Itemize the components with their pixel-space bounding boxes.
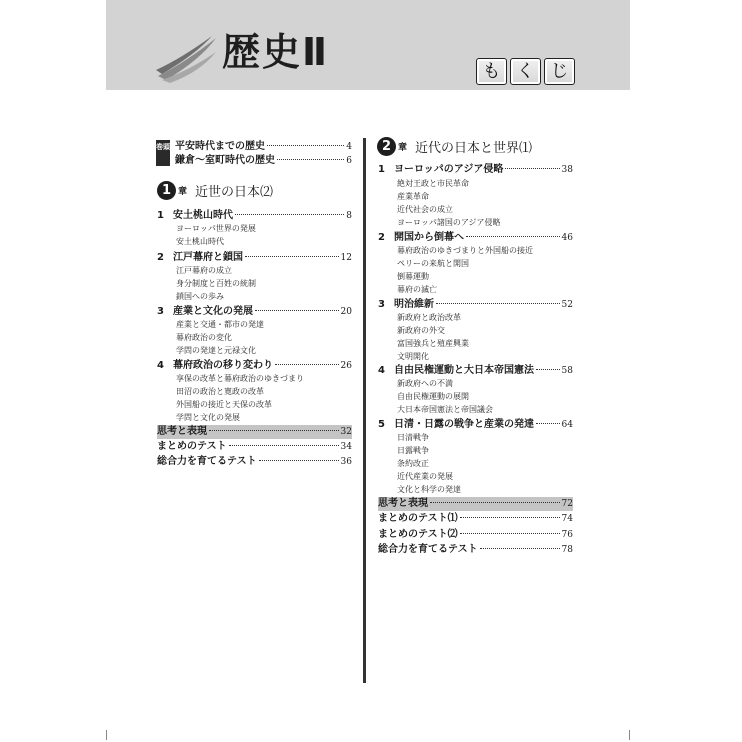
page-title: 歴史Ⅱ [222, 30, 330, 74]
subtopic: 新政府と政治改革 [397, 313, 461, 322]
subtopic: 条約改正 [397, 459, 429, 468]
toc-entry[interactable] [157, 209, 352, 223]
subtopic: 大日本帝国憲法と帝国議会 [397, 405, 493, 414]
toc-page: 12 [340, 253, 352, 263]
toc-title: 江戸幕府と鎖国 [173, 252, 243, 263]
section-number: 3 [378, 299, 385, 310]
dot-leader [505, 168, 559, 169]
toc-page: 74 [561, 514, 573, 524]
toc-entry[interactable] [378, 163, 573, 177]
toc-entry[interactable] [175, 140, 352, 154]
toc-page: 76 [561, 530, 573, 540]
subtopic: 学問の発達と元禄文化 [176, 346, 256, 355]
subtopic: 幕府の滅亡 [397, 285, 437, 294]
section-number: 1 [378, 164, 385, 175]
section-number: 4 [378, 365, 385, 376]
toc-entry[interactable] [157, 251, 352, 265]
toc-title: 総合力を育てるテスト [157, 456, 257, 467]
subtopic: 絶対王政と市民革命 [397, 179, 469, 188]
toc-entry[interactable] [378, 512, 573, 526]
toc-page: 36 [340, 457, 352, 467]
dot-leader [259, 460, 339, 461]
toc-title: 安土桃山時代 [173, 210, 233, 221]
contents-char: じ [544, 58, 575, 85]
toc-title: まとめのテスト⑴ [378, 513, 458, 524]
chapter-number: 1 [157, 181, 176, 200]
toc-entry[interactable] [378, 528, 573, 542]
chapter-heading [157, 181, 273, 200]
toc-entry[interactable] [378, 543, 573, 557]
section-number: 3 [157, 306, 164, 317]
toc-entry[interactable] [175, 154, 352, 168]
subtopic: ヨーロッパ諸国のアジア侵略 [397, 218, 501, 227]
dot-leader [536, 369, 560, 370]
toc-title: 鎌倉～室町時代の歴史 [175, 155, 275, 166]
dot-leader [209, 430, 339, 431]
toc-entry[interactable] [157, 440, 352, 454]
toc-entry[interactable] [378, 364, 573, 378]
dot-leader [466, 236, 560, 237]
subtopic: 身分制度と百姓の統制 [176, 279, 256, 288]
subtopic: 鎖国への歩み [176, 292, 224, 301]
toc-entry[interactable] [157, 305, 352, 319]
toc-title: 明治維新 [394, 299, 434, 310]
toc-entry-highlighted[interactable] [157, 425, 352, 439]
subtopic: 富国強兵と殖産興業 [397, 339, 469, 348]
toc-page: 4 [346, 142, 352, 152]
toc-title: 幕府政治の移り変わり [173, 360, 273, 371]
toc-page: 72 [561, 499, 573, 509]
toc-title: 自由民権運動と大日本帝国憲法 [394, 365, 534, 376]
chapter-heading [377, 137, 532, 156]
toc-title: 平安時代までの歴史 [175, 141, 265, 152]
subtopic: 学問と文化の発展 [176, 413, 240, 422]
column-divider [363, 138, 366, 683]
crop-mark [106, 730, 107, 740]
toc-entry[interactable] [378, 231, 573, 245]
toc-title: 開国から倒幕へ [394, 232, 464, 243]
section-number: 2 [157, 252, 164, 263]
toc-page: 32 [340, 427, 352, 437]
subtopic: 田沼の政治と寛政の改革 [176, 387, 264, 396]
subtopic: 新政府の外交 [397, 326, 445, 335]
toc-title: まとめのテスト⑵ [378, 529, 458, 540]
toc-page: 20 [340, 307, 352, 317]
dot-leader [235, 214, 344, 215]
crop-mark [629, 730, 630, 740]
toc-page: 52 [561, 300, 573, 310]
toc-page: 78 [561, 545, 573, 555]
chapter-title: 近世の日本⑵ [195, 185, 274, 200]
toc-page: 8 [346, 211, 352, 221]
dot-leader [245, 256, 339, 257]
subtopic: 文明開化 [397, 352, 429, 361]
dot-leader [436, 303, 560, 304]
toc-entry[interactable] [157, 455, 352, 469]
contents-char: も [476, 58, 507, 85]
toc-page: 38 [561, 165, 573, 175]
toc-entry[interactable] [378, 418, 573, 432]
subtopic: 江戸幕府の成立 [176, 266, 232, 275]
toc-page: 34 [340, 442, 352, 452]
contents-char: く [510, 58, 541, 85]
subtopic: 幕府政治の変化 [176, 333, 232, 342]
intro-badge: 巻頭 [156, 140, 170, 166]
toc-title: 産業と文化の発展 [173, 306, 253, 317]
toc-page: 46 [561, 233, 573, 243]
subtopic: 文化と科学の発達 [397, 485, 461, 494]
swoosh-logo-icon [156, 36, 218, 84]
dot-leader [460, 533, 560, 534]
subtopic: 新政府への不満 [397, 379, 453, 388]
dot-leader [255, 310, 339, 311]
dot-leader [480, 548, 560, 549]
toc-title: 総合力を育てるテスト [378, 544, 478, 555]
subtopic: 安土桃山時代 [176, 237, 224, 246]
subtopic: 幕府政治のゆきづまりと外国船の接近 [397, 246, 533, 255]
subtopic: 倒幕運動 [397, 272, 429, 281]
toc-page: 26 [340, 361, 352, 371]
subtopic: 外国船の接近と天保の改革 [176, 400, 272, 409]
section-number: 4 [157, 360, 164, 371]
chapter-title: 近代の日本と世界⑴ [415, 141, 533, 156]
dot-leader [536, 423, 560, 424]
section-number: 2 [378, 232, 385, 243]
toc-page: 6 [346, 156, 352, 166]
subtopic: 近代産業の発展 [397, 472, 453, 481]
subtopic: 日露戦争 [397, 446, 429, 455]
subtopic: ヨーロッパ世界の発展 [176, 224, 256, 233]
subtopic: 日清戦争 [397, 433, 429, 442]
dot-leader [229, 445, 339, 446]
dot-leader [277, 159, 344, 160]
chapter-suffix: 章 [178, 187, 188, 197]
toc-entry-highlighted[interactable] [378, 497, 573, 511]
toc-page: 64 [561, 420, 573, 430]
chapter-number: 2 [377, 137, 396, 156]
subtopic: 産業と交通・都市の発達 [176, 320, 264, 329]
subtopic: 享保の改革と幕府政治のゆきづまり [176, 374, 304, 383]
toc-title: 日清・日露の戦争と産業の発達 [394, 419, 534, 430]
subtopic: 産業革命 [397, 192, 429, 201]
section-number: 1 [157, 210, 164, 221]
toc-title: まとめのテスト [157, 441, 227, 452]
subtopic: 自由民権運動の展開 [397, 392, 469, 401]
chapter-suffix: 章 [398, 143, 408, 153]
dot-leader [275, 364, 339, 365]
toc-title: 思考と表現 [378, 498, 428, 509]
toc-title: 思考と表現 [157, 426, 207, 437]
section-number: 5 [378, 419, 385, 430]
dot-leader [267, 145, 344, 146]
toc-entry[interactable] [378, 298, 573, 312]
contents-label [476, 58, 575, 85]
subtopic: ペリーの来航と開国 [397, 259, 469, 268]
header-banner [106, 0, 630, 90]
toc-title: ヨーロッパのアジア侵略 [394, 164, 504, 175]
toc-page: 58 [561, 366, 573, 376]
toc-entry[interactable] [157, 359, 352, 373]
subtopic: 近代社会の成立 [397, 205, 453, 214]
dot-leader [460, 517, 560, 518]
dot-leader [430, 502, 560, 503]
